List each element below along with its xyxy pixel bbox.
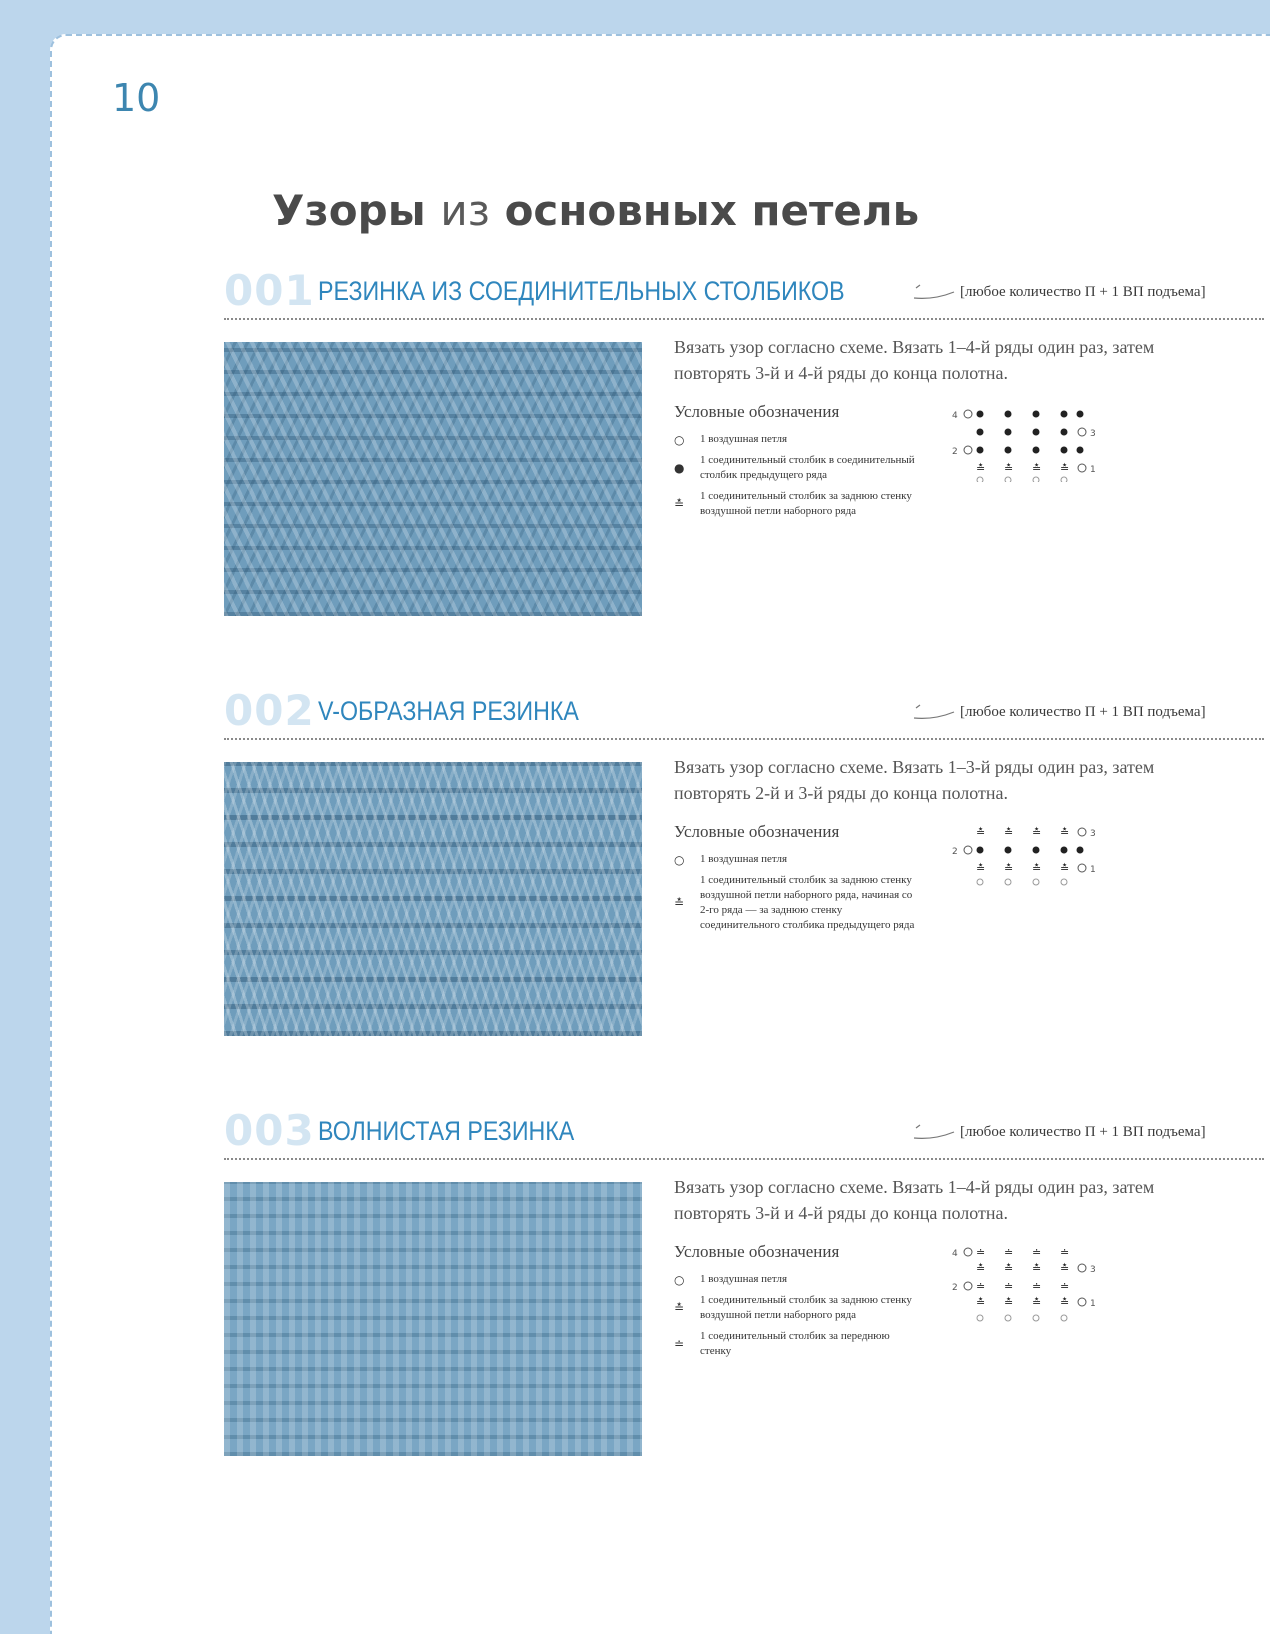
stitch-count: [любое количество П + 1 ВП подъема] [960, 1124, 1206, 1140]
stitch-diagram [950, 822, 1120, 902]
pattern-number: 003 [224, 1106, 315, 1155]
diagram-symbols [964, 826, 1086, 885]
stitch-diagram-svg [950, 822, 1120, 902]
svg-text:≛: ≛ [1060, 1296, 1070, 1309]
svg-text:≐: ≐ [976, 1246, 986, 1259]
legend-text: 1 соединительный столбик за заднюю стенку воздушной петли наборного ряда [700, 490, 912, 517]
stitch-diagram [950, 402, 1120, 482]
header-rule [224, 318, 1264, 320]
row-label: 4 [952, 411, 958, 421]
svg-text:≐: ≐ [1004, 1280, 1014, 1293]
instructions: Вязать узор согласно схеме. Вязать 1–3-й ряды один раз, затем повторять 2-й и 3-й ряды до конца полотна. [674, 757, 1155, 803]
svg-text:≐: ≐ [1060, 1280, 1070, 1293]
legend-text: 1 соединительный столбик за заднюю стенку воздушной петли наборного ряда, начиная со 2-го ряда — за заднюю стенку соединительного столбика предыдущего ряда [700, 874, 915, 931]
svg-text:≛: ≛ [976, 1296, 986, 1309]
instructions: Вязать узор согласно схеме. Вязать 1–4-й ряды один раз, затем повторять 3-й и 4-й ряды до конца полотна. [674, 1177, 1155, 1223]
diagram-symbols [964, 1246, 1086, 1321]
pattern-001 [224, 266, 1264, 652]
page-title [272, 186, 919, 235]
stitch-diagram-svg [950, 402, 1120, 482]
title-part-3: основных петель [489, 186, 920, 235]
legend [674, 432, 919, 525]
swatch-photo [224, 1182, 642, 1456]
svg-text:≛: ≛ [976, 826, 986, 839]
svg-text:≛: ≛ [1032, 1296, 1042, 1309]
legend-text: 1 воздушная петля [700, 1273, 788, 1285]
legend-text: 1 воздушная петля [700, 853, 788, 865]
legend-item [674, 1293, 919, 1323]
svg-text:≐: ≐ [1032, 1280, 1042, 1293]
stitch-diagram-svg [950, 1242, 1120, 1322]
header-rule [224, 1158, 1264, 1160]
stitch-count: [любое количество П + 1 ВП подъема] [960, 704, 1206, 720]
instructions: Вязать узор согласно схеме. Вязать 1–4-й ряды один раз, затем повторять 3-й и 4-й ряды до конца полотна. [674, 337, 1155, 383]
legend-item [674, 1272, 919, 1287]
swatch-photo [224, 762, 642, 1036]
legend-item [674, 453, 919, 483]
svg-text:≐: ≐ [1004, 1246, 1014, 1259]
back-loop-slip-stitch-icon: ≛ [674, 1301, 685, 1315]
legend-text: 1 соединительный столбик в соединительный столбик предыдущего ряда [700, 454, 915, 481]
svg-text:≐: ≐ [976, 1280, 986, 1293]
diagram-symbols [964, 410, 1086, 482]
row-label: 2 [952, 447, 958, 457]
svg-text:≛: ≛ [1004, 826, 1014, 839]
legend [674, 1272, 919, 1365]
title-part-1: Узоры [272, 186, 441, 235]
swatch-photo [224, 342, 642, 616]
pattern-header [224, 686, 1264, 742]
row-label: 1 [1090, 465, 1096, 475]
row-label: 3 [1090, 829, 1096, 839]
row-label: 2 [952, 1283, 958, 1293]
front-loop-slip-stitch-icon: ≐ [674, 1337, 685, 1351]
row-label: 1 [1090, 1299, 1096, 1309]
svg-text:≛: ≛ [1060, 1262, 1070, 1275]
svg-text:≛: ≛ [1004, 462, 1014, 475]
svg-text:≛: ≛ [1032, 862, 1042, 875]
crochet-hook-icon [912, 1120, 956, 1142]
svg-text:≛: ≛ [976, 862, 986, 875]
legend-item [674, 489, 919, 519]
chain-stitch-icon: ○ [674, 852, 685, 867]
pattern-002 [224, 686, 1264, 1072]
legend-text: 1 соединительный столбик за заднюю стенку воздушной петли наборного ряда [700, 1294, 912, 1321]
book-page [50, 34, 1270, 1634]
legend [674, 852, 919, 939]
stitch-diagram [950, 1242, 1120, 1322]
legend-text: 1 соединительный столбик за переднюю стенку [700, 1330, 890, 1357]
pattern-003 [224, 1106, 1264, 1492]
svg-text:≛: ≛ [1032, 1262, 1042, 1275]
title-part-2: из [440, 186, 490, 235]
svg-text:≛: ≛ [1004, 862, 1014, 875]
row-label: 4 [952, 1249, 958, 1259]
svg-text:≛: ≛ [1004, 1262, 1014, 1275]
legend-title: Условные обозначения [674, 402, 840, 421]
stitch-count: [любое количество П + 1 ВП подъема] [960, 284, 1206, 300]
crochet-hook-icon [912, 280, 956, 302]
chain-stitch-icon: ○ [674, 1272, 685, 1287]
svg-text:≐: ≐ [1032, 1246, 1042, 1259]
pattern-name: РЕЗИНКА ИЗ СОЕДИНИТЕЛЬНЫХ СТОЛБИКОВ [318, 276, 845, 306]
pattern-header [224, 1106, 1264, 1162]
back-loop-slip-stitch-icon: ≛ [674, 497, 685, 511]
pattern-name: V-ОБРАЗНАЯ РЕЗИНКА [318, 696, 579, 726]
row-label: 2 [952, 847, 958, 857]
chain-stitch-icon: ○ [674, 432, 685, 447]
row-label: 3 [1090, 429, 1096, 439]
page-number: 10 [112, 76, 161, 120]
legend-title: Условные обозначения [674, 822, 840, 841]
pattern-header [224, 266, 1264, 322]
svg-text:≛: ≛ [976, 462, 986, 475]
slip-stitch-icon: ● [674, 461, 685, 475]
svg-text:≛: ≛ [1060, 462, 1070, 475]
legend-text: 1 воздушная петля [700, 433, 788, 445]
row-label: 1 [1090, 865, 1096, 875]
legend-title: Условные обозначения [674, 1242, 840, 1261]
svg-text:≛: ≛ [1060, 826, 1070, 839]
svg-text:≛: ≛ [1032, 826, 1042, 839]
svg-text:≛: ≛ [1032, 462, 1042, 475]
svg-text:≛: ≛ [1060, 862, 1070, 875]
row-label: 3 [1090, 1265, 1096, 1275]
pattern-number: 001 [224, 266, 315, 315]
crochet-hook-icon [912, 700, 956, 722]
svg-text:≛: ≛ [976, 1262, 986, 1275]
header-rule [224, 738, 1264, 740]
pattern-number: 002 [224, 686, 315, 735]
svg-text:≛: ≛ [1004, 1296, 1014, 1309]
legend-item [674, 432, 919, 447]
legend-item [674, 852, 919, 867]
legend-item [674, 1329, 919, 1359]
legend-item [674, 873, 919, 933]
pattern-name: ВОЛНИСТАЯ РЕЗИНКА [318, 1116, 575, 1146]
back-loop-slip-stitch-icon: ≛ [674, 896, 685, 910]
svg-text:≐: ≐ [1060, 1246, 1070, 1259]
